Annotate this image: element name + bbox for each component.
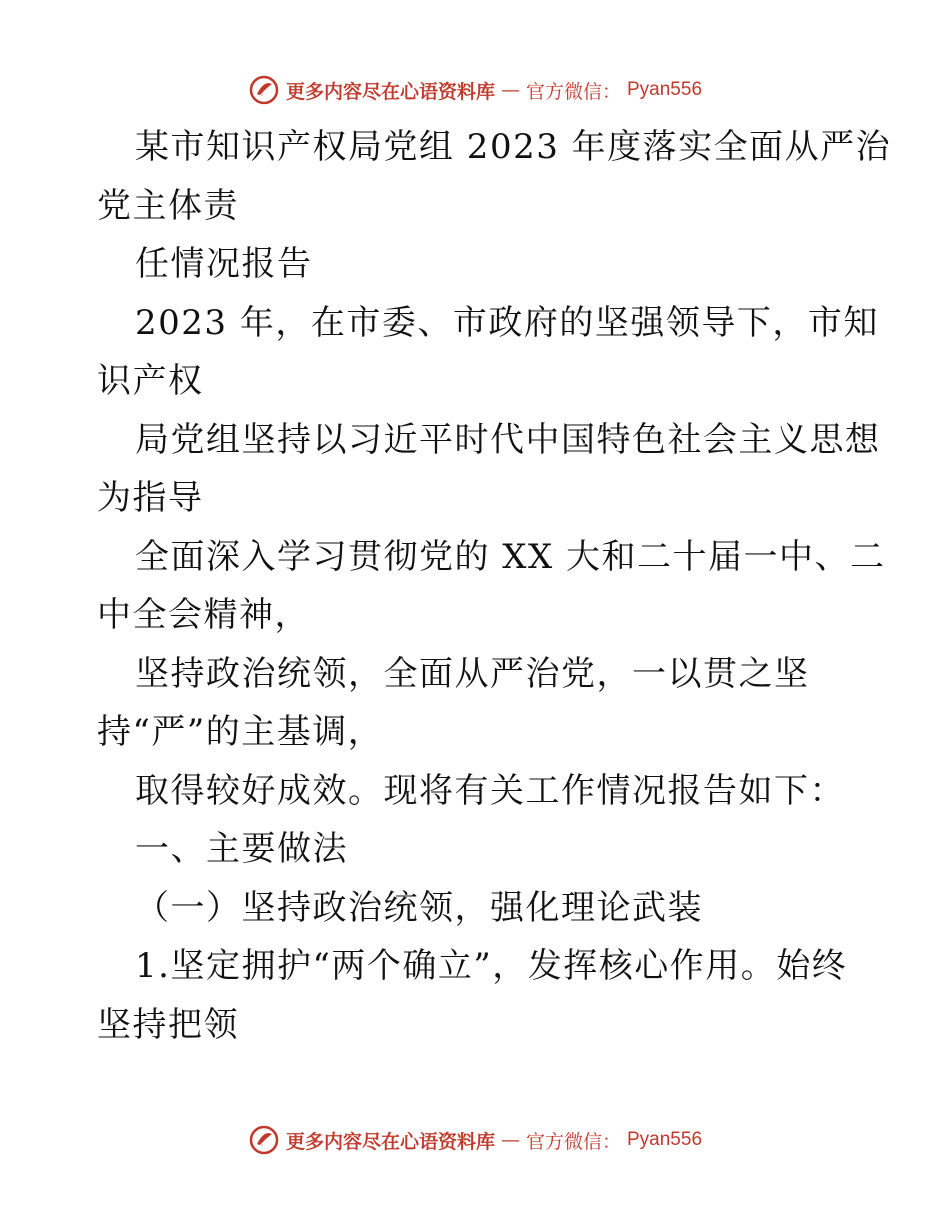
watermark-header [0,70,950,110]
watermark-dash: — [500,1129,520,1151]
doc-line: 1.坚定拥护“两个确立”，发挥核心作用。始终 [135,946,848,986]
brand-logo-icon [248,74,280,106]
doc-line: 坚持政治统领，全面从严治党，一以贯之坚 [135,653,810,694]
doc-line: 2023 年，在市委、市政府的坚强领导下，市知 [135,302,879,343]
watermark-dash: — [500,79,520,101]
watermark-wechat-id: Pyan556 [627,1129,703,1150]
watermark-main-text: 更多内容尽在心语资料库 [285,1130,495,1153]
document-body [97,118,892,1054]
doc-line: 持“严”的主基调， [97,712,384,752]
doc-line: 任情况报告 [135,244,313,284]
doc-line: 坚持把领 [97,1004,239,1045]
doc-line: 党主体责 [97,185,239,226]
watermark-wechat-label: 官方微信： [525,80,621,103]
doc-line: 全面深入学习贯彻党的 XX 大和二十届一中、二 [135,536,886,577]
subsection-heading: （一）坚持政治统领，强化理论武装 [135,887,703,928]
section-heading: 一、主要做法 [135,829,348,869]
doc-line: 某市知识产权局党组 2023 年度落实全面从严治 [135,127,892,167]
doc-line: 取得较好成效。现将有关工作情况报告如下： [135,770,845,811]
brand-logo-icon [248,1124,280,1156]
doc-line: 局党组坚持以习近平时代中国特色社会主义思想 [135,419,881,460]
doc-line: 中全会精神， [97,595,310,635]
watermark-footer [0,1120,950,1160]
watermark-main-text: 更多内容尽在心语资料库 [285,80,495,103]
doc-line: 识产权 [97,361,204,401]
doc-line: 为指导 [97,478,204,518]
watermark-wechat-id: Pyan556 [627,79,703,100]
watermark-wechat-label: 官方微信： [525,1130,621,1153]
